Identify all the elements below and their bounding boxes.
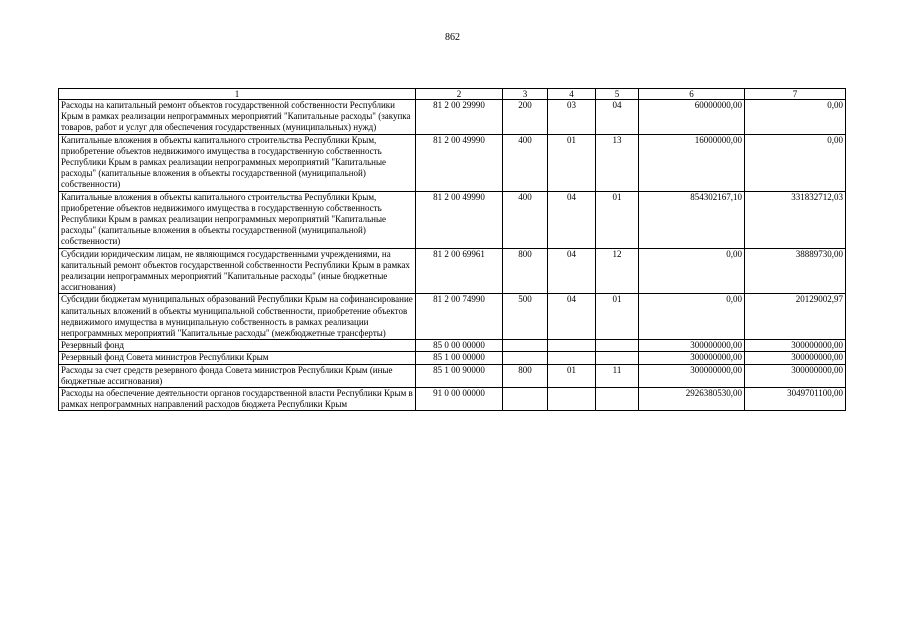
target-code: 85 0 00 00000 xyxy=(416,340,503,352)
section-code xyxy=(548,352,596,364)
expense-type-code: 500 xyxy=(503,294,548,340)
expense-name: Субсидии бюджетам муниципальных образований Республики Крым на софинансирование капитальных вложений в объекты муниципальной собственности, приобретение объектов недвижимого имущества в муниципальную собственность в рамках реализации непрограммных мероприятий "Капитальные расходы" (межбюджетные трансферты) xyxy=(59,294,416,340)
expense-type-code: 200 xyxy=(503,100,548,135)
expense-type-code xyxy=(503,340,548,352)
page-number: 862 xyxy=(445,32,460,43)
expense-name: Расходы за счет средств резервного фонда Совета министров Республики Крым (иные бюджетные ассигнования) xyxy=(59,364,416,387)
expense-name: Капитальные вложения в объекты капитального строительства Республики Крым, приобретение объектов недвижимого имущества в государственную собственность Республики Крым в рамках реализации непрограммных мероприятий "Капитальные расходы" (капитальные вложения в объекты государственной (муниципальной) собственности) xyxy=(59,134,416,191)
header-col-5: 5 xyxy=(596,89,639,100)
header-col-1: 1 xyxy=(59,89,416,100)
amount-col-7: 300000000,00 xyxy=(745,352,846,364)
expense-name: Резервный фонд xyxy=(59,340,416,352)
amount-col-6: 0,00 xyxy=(639,294,745,340)
header-col-6: 6 xyxy=(639,89,745,100)
amount-col-7: 300000000,00 xyxy=(745,340,846,352)
target-code: 81 2 00 49990 xyxy=(416,134,503,191)
subsection-code: 12 xyxy=(596,248,639,294)
amount-col-6: 300000000,00 xyxy=(639,352,745,364)
section-code: 03 xyxy=(548,100,596,135)
amount-col-7: 0,00 xyxy=(745,134,846,191)
expense-type-code xyxy=(503,388,548,411)
expense-name: Расходы на капитальный ремонт объектов государственной собственности Республики Крым в рамках реализации непрограммных мероприятий "Капитальные расходы" (закупка товаров, работ и услуг для обеспечения государственных (муниципальных) нужд) xyxy=(59,100,416,135)
amount-col-7: 0,00 xyxy=(745,100,846,135)
amount-col-6: 300000000,00 xyxy=(639,340,745,352)
target-code: 81 2 00 74990 xyxy=(416,294,503,340)
subsection-code xyxy=(596,340,639,352)
amount-col-6: 60000000,00 xyxy=(639,100,745,135)
subsection-code: 11 xyxy=(596,364,639,387)
amount-col-6: 300000000,00 xyxy=(639,364,745,387)
expense-name: Расходы на обеспечение деятельности органов государственной власти Республики Крым в рамках непрограммных направлений расходов бюджета Республики Крым xyxy=(59,388,416,411)
section-code: 01 xyxy=(548,364,596,387)
target-code: 91 0 00 00000 xyxy=(416,388,503,411)
amount-col-6: 0,00 xyxy=(639,248,745,294)
target-code: 81 2 00 29990 xyxy=(416,100,503,135)
section-code: 04 xyxy=(548,294,596,340)
section-code xyxy=(548,340,596,352)
expense-name: Субсидии юридическим лицам, не являющимся государственными учреждениями, на капитальный ремонт объектов государственной собственности Республики Крым в рамках реализации непрограммных мероприятий "Капитальные расходы" (иные бюджетные ассигнования) xyxy=(59,248,416,294)
section-code: 01 xyxy=(548,134,596,191)
budget-table xyxy=(58,88,846,411)
header-col-7: 7 xyxy=(745,89,846,100)
subsection-code: 04 xyxy=(596,100,639,135)
amount-col-6: 2926380530,00 xyxy=(639,388,745,411)
amount-col-6: 16000000,00 xyxy=(639,134,745,191)
table-row xyxy=(59,134,846,191)
table-row xyxy=(59,100,846,135)
header-col-3: 3 xyxy=(503,89,548,100)
expense-type-code xyxy=(503,352,548,364)
header-col-4: 4 xyxy=(548,89,596,100)
section-code: 04 xyxy=(548,248,596,294)
amount-col-7: 300000000,00 xyxy=(745,364,846,387)
table-row xyxy=(59,388,846,411)
table-row xyxy=(59,191,846,248)
expense-type-code: 800 xyxy=(503,364,548,387)
expense-name: Капитальные вложения в объекты капитального строительства Республики Крым, приобретение объектов недвижимого имущества в государственную собственность Республики Крым в рамках реализации непрограммных мероприятий "Капитальные расходы" (капитальные вложения в объекты государственной (муниципальной) собственности) xyxy=(59,191,416,248)
expense-type-code: 400 xyxy=(503,191,548,248)
amount-col-6: 854302167,10 xyxy=(639,191,745,248)
section-code: 04 xyxy=(548,191,596,248)
amount-col-7: 38889730,00 xyxy=(745,248,846,294)
subsection-code xyxy=(596,388,639,411)
target-code: 85 1 00 90000 xyxy=(416,364,503,387)
subsection-code xyxy=(596,352,639,364)
expense-type-code: 400 xyxy=(503,134,548,191)
section-code xyxy=(548,388,596,411)
target-code: 85 1 00 00000 xyxy=(416,352,503,364)
table-row xyxy=(59,340,846,352)
target-code: 81 2 00 69961 xyxy=(416,248,503,294)
table-row xyxy=(59,364,846,387)
expense-name: Резервный фонд Совета министров Республики Крым xyxy=(59,352,416,364)
table-row xyxy=(59,248,846,294)
table-row xyxy=(59,294,846,340)
subsection-code: 01 xyxy=(596,294,639,340)
amount-col-7: 331832712,03 xyxy=(745,191,846,248)
amount-col-7: 20129002,97 xyxy=(745,294,846,340)
amount-col-7: 3049701100,00 xyxy=(745,388,846,411)
target-code: 81 2 00 49990 xyxy=(416,191,503,248)
subsection-code: 01 xyxy=(596,191,639,248)
expense-type-code: 800 xyxy=(503,248,548,294)
table-row xyxy=(59,352,846,364)
header-col-2: 2 xyxy=(416,89,503,100)
header-row xyxy=(59,89,846,100)
subsection-code: 13 xyxy=(596,134,639,191)
